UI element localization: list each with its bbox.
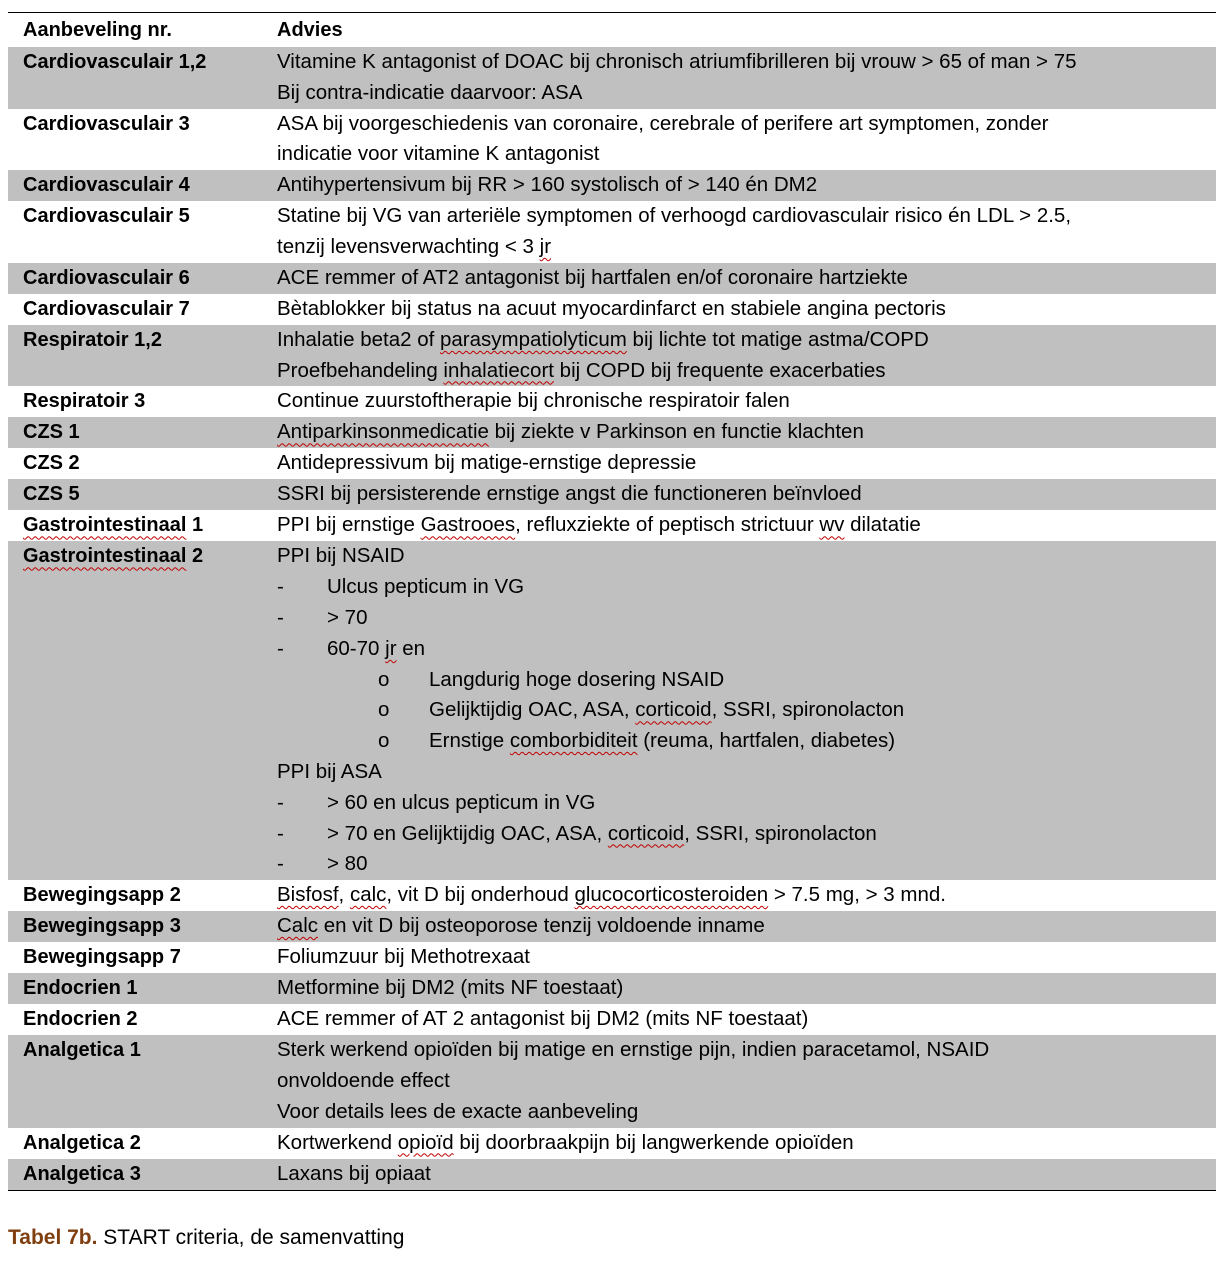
spellcheck-word: Antiparkinsonmedicatie (277, 420, 489, 444)
spellcheck-word: comborbiditeit (509, 729, 638, 753)
row-advice (277, 109, 1216, 171)
advice-bullet-line: - Ulcus pepticum in VG (277, 572, 1216, 603)
spellcheck-word: corticoid (635, 698, 712, 722)
advice-line: SSRI bij persisterende ernstige angst die functioneren beïnvloed (277, 482, 862, 506)
advice-line: ASA bij voorgeschiedenis van coronaire, cerebrale of perifere art symptomen, zonder (277, 111, 1049, 135)
table-row (8, 479, 1216, 510)
table-row (8, 201, 1216, 263)
table-row (8, 263, 1216, 294)
advice-bullet-line: - > 60 en ulcus pepticum in VG (277, 788, 1216, 819)
advice-line: ACE remmer of AT2 antagonist bij hartfalen en/of coronaire hartziekte (277, 265, 908, 289)
row-advice (277, 47, 1216, 109)
table-row (8, 880, 1216, 911)
row-advice (277, 386, 1216, 417)
table-row (8, 325, 1216, 387)
row-label: Endocrien 2 (23, 1008, 138, 1031)
advice-line: Kortwerkend opioïd bij doorbraakpijn bij langwerkende opioïden (277, 1130, 854, 1154)
row-label: Gastrointestinaal 2 (23, 545, 204, 568)
advice-line: Antidepressivum bij matige-ernstige depressie (277, 451, 697, 475)
table-row (8, 1035, 1216, 1127)
caption-text: START criteria, de samenvatting (97, 1226, 405, 1249)
advice-line: indicatie voor vitamine K antagonist (277, 142, 600, 166)
advice-line: Sterk werkend opioïden bij matige en ernstige pijn, indien paracetamol, NSAID (277, 1038, 990, 1062)
row-advice (277, 448, 1216, 479)
advice-line: Metformine bij DM2 (mits NF toestaat) (277, 976, 624, 1000)
table-row (8, 911, 1216, 942)
row-advice (277, 880, 1216, 911)
advice-line: Foliumzuur bij Methotrexaat (277, 945, 530, 969)
spellcheck-word: Gastrointestinaal (23, 514, 187, 537)
table-row (8, 942, 1216, 973)
row-label: Analgetica 2 (23, 1131, 141, 1154)
advice-line: Bij contra-indicatie daarvoor: ASA (277, 80, 583, 104)
table-row (8, 170, 1216, 201)
table-row (8, 510, 1216, 541)
table-row (8, 541, 1216, 880)
row-advice (277, 911, 1216, 942)
row-advice (277, 1004, 1216, 1035)
table-row (8, 109, 1216, 171)
table-caption (8, 1224, 404, 1252)
spellcheck-word: jr (385, 636, 397, 660)
row-advice (277, 325, 1216, 387)
row-advice (277, 973, 1216, 1004)
table-row (8, 448, 1216, 479)
start-criteria-table (8, 12, 1216, 1191)
row-label: Cardiovasculair 1,2 (23, 51, 207, 73)
row-label: Endocrien 1 (23, 977, 138, 1000)
spellcheck-word: inhalatiecort (443, 358, 554, 382)
spellcheck-word: calc (349, 883, 387, 907)
row-label: CZS 5 (23, 483, 80, 506)
row-label: Gastrointestinaal 1 (23, 514, 204, 537)
row-label: CZS 1 (23, 421, 80, 444)
row-advice (277, 1128, 1216, 1159)
row-advice (277, 201, 1216, 263)
row-label: Analgetica 1 (23, 1039, 141, 1062)
advice-bullet-line: - > 70 (277, 603, 1216, 634)
caption-label: Tabel 7b. (8, 1226, 98, 1249)
table-row (8, 973, 1216, 1004)
advice-line: PPI bij NSAID (277, 544, 405, 568)
advice-line: Vitamine K antagonist of DOAC bij chronisch atriumfibrilleren bij vrouw > 65 of man > 75 (277, 50, 1077, 73)
table-row (8, 1128, 1216, 1159)
advice-line: PPI bij ernstige Gastrooes, refluxziekte of peptisch strictuur wv dilatatie (277, 513, 921, 537)
advice-line: onvoldoende effect (277, 1068, 450, 1092)
row-advice (277, 541, 1216, 880)
advice-line: Inhalatie beta2 of parasympatiolyticum bij lichte tot matige astma/COPD (277, 327, 929, 351)
spellcheck-word: opioïd (397, 1130, 454, 1154)
row-label: Cardiovasculair 4 (23, 174, 190, 197)
advice-line: Statine bij VG van arteriële symptomen of verhoogd cardiovasculair risico én LDL > 2.5, (277, 204, 1072, 228)
row-label: CZS 2 (23, 452, 80, 475)
row-label: Bewegingsapp 2 (23, 884, 181, 907)
table-row (8, 417, 1216, 448)
row-label: Respiratoir 1,2 (23, 328, 162, 351)
advice-line: PPI bij ASA (277, 759, 382, 783)
table-bottom-rule (8, 1190, 1216, 1191)
advice-line: Bisfosf, calc, vit D bij onderhoud glucocorticosteroiden > 7.5 mg, > 3 mnd. (277, 883, 946, 907)
row-label: Respiratoir 3 (23, 390, 146, 413)
spellcheck-word: parasympatiolyticum (440, 327, 627, 351)
advice-line: Calc en vit D bij osteoporose tenzij voldoende inname (277, 914, 765, 938)
advice-bullet-line: o Langdurig hoge dosering NSAID (277, 665, 1216, 696)
advice-bullet-line: o Gelijktijdig OAC, ASA, corticoid, SSRI, spironolacton (277, 695, 1216, 726)
header-aanbeveling: Aanbeveling nr. (23, 19, 172, 41)
row-label: Cardiovasculair 7 (23, 297, 190, 320)
row-advice (277, 417, 1216, 448)
spellcheck-word: Bisfosf (277, 883, 339, 907)
row-advice (277, 510, 1216, 541)
spellcheck-word: Gastrointestinaal (23, 545, 187, 568)
spellcheck-word: corticoid (607, 821, 685, 845)
row-advice (277, 294, 1216, 325)
advice-bullet-line: - 60-70 jr en (277, 634, 1216, 665)
table-header-row (8, 13, 1216, 47)
spellcheck-word: jr (539, 234, 552, 258)
row-advice (277, 479, 1216, 510)
table-body (8, 47, 1216, 1190)
advice-bullet-line: - > 80 (277, 849, 1216, 880)
row-label: Analgetica 3 (23, 1162, 141, 1185)
spellcheck-word: Gastrooes (420, 513, 516, 537)
table-row (8, 47, 1216, 109)
row-label: Bewegingsapp 3 (23, 915, 181, 938)
advice-line: Continue zuurstoftherapie bij chronische respiratoir falen (277, 389, 790, 413)
advice-line: Bètablokker bij status na acuut myocardinfarct en stabiele angina pectoris (277, 296, 946, 320)
advice-line: Proefbehandeling inhalatiecort bij COPD bij frequente exacerbaties (277, 358, 886, 382)
table-row (8, 1004, 1216, 1035)
spellcheck-word: glucocorticosteroiden (574, 883, 769, 907)
advice-line: ACE remmer of AT 2 antagonist bij DM2 (mits NF toestaat) (277, 1007, 809, 1031)
row-advice (277, 942, 1216, 973)
advice-line: tenzij levensverwachting < 3 jr (277, 234, 552, 258)
row-label: Cardiovasculair 3 (23, 112, 190, 135)
row-label: Cardiovasculair 6 (23, 266, 190, 289)
advice-line: Laxans bij opiaat (277, 1161, 431, 1185)
row-advice (277, 1159, 1216, 1190)
row-advice (277, 1035, 1216, 1127)
row-advice (277, 263, 1216, 294)
row-label: Cardiovasculair 5 (23, 205, 190, 228)
advice-line: Antiparkinsonmedicatie bij ziekte v Parkinson en functie klachten (277, 420, 864, 444)
advice-line: Antihypertensivum bij RR > 160 systolisch of > 140 én DM2 (277, 173, 818, 197)
advice-bullet-line: o Ernstige comborbiditeit (reuma, hartfalen, diabetes) (277, 726, 1216, 757)
header-advies: Advies (277, 19, 343, 41)
table-row (8, 294, 1216, 325)
row-label: Bewegingsapp 7 (23, 946, 181, 969)
table-row (8, 386, 1216, 417)
table-row (8, 1159, 1216, 1190)
spellcheck-word: Calc (277, 914, 319, 938)
advice-bullet-line: - > 70 en Gelijktijdig OAC, ASA, corticoid, SSRI, spironolacton (277, 819, 1216, 850)
spellcheck-word: wv (819, 513, 845, 537)
row-advice (277, 170, 1216, 201)
advice-line: Voor details lees de exacte aanbeveling (277, 1099, 639, 1123)
